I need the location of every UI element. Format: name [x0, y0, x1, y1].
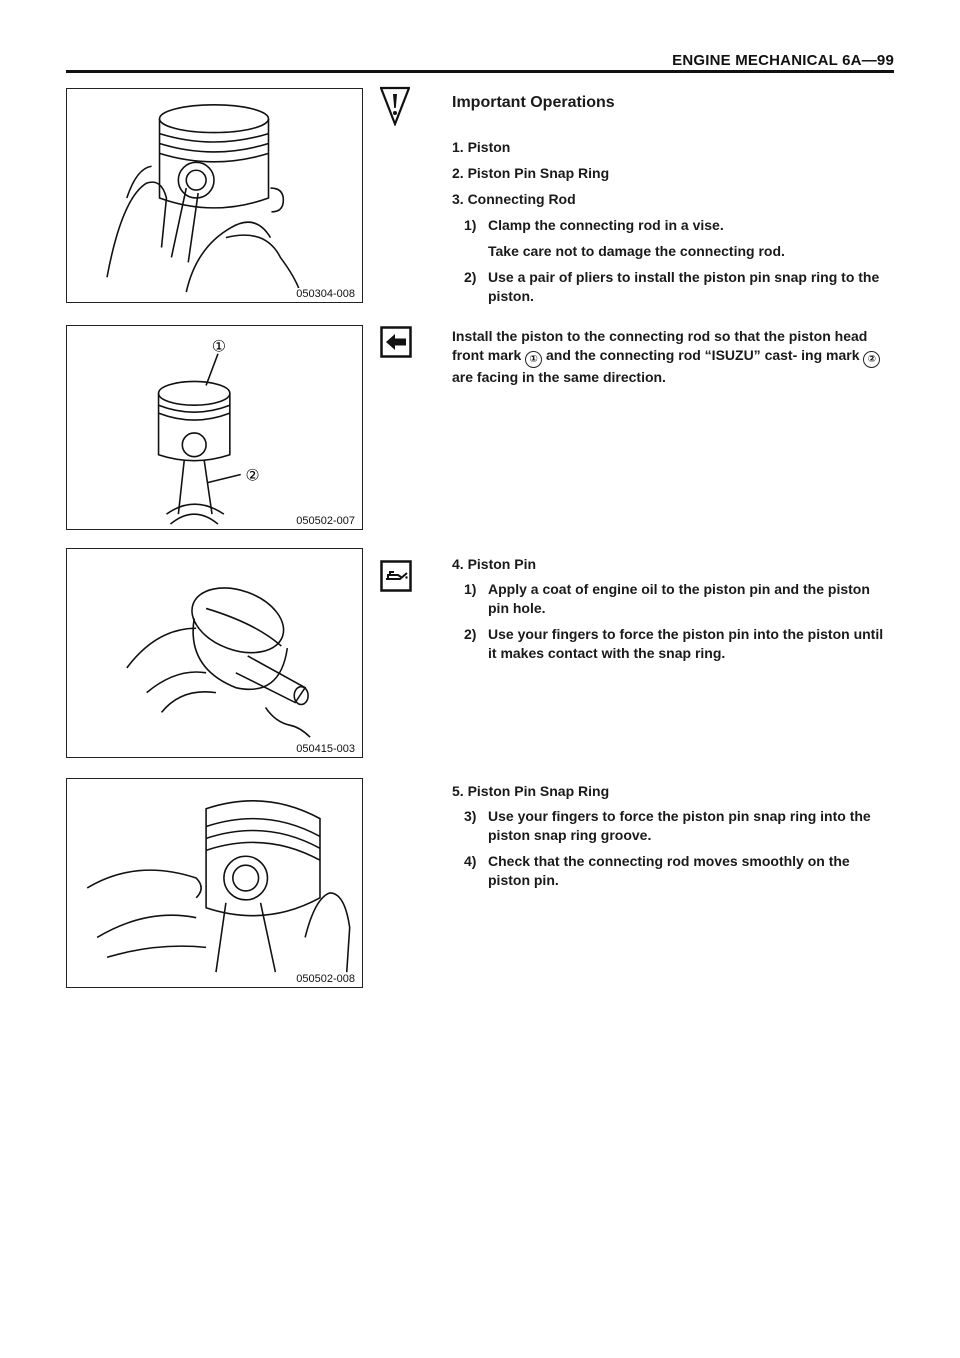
step-number	[464, 242, 488, 261]
step-item	[452, 807, 894, 845]
figure-piston-marks	[66, 325, 363, 530]
figure-code: 050502-008	[293, 973, 358, 985]
instruction-part: Install the piston to the connecting rod so that the piston head front mark	[452, 328, 868, 363]
install-arrow-icon	[380, 326, 412, 358]
section-snap-ring	[452, 782, 894, 890]
section-heading: Important Operations	[452, 94, 615, 111]
step-number: 2)	[464, 626, 477, 642]
mark-1-callout: ①	[525, 351, 542, 368]
piston-rod-marks-illustration	[67, 326, 362, 529]
figure-code: 050415-003	[293, 743, 358, 755]
step-number: 2)	[464, 269, 477, 285]
step-number: 4)	[464, 853, 477, 869]
step-text: Use your fingers to force the piston pin into the piston until it makes contact with the snap ring.	[488, 626, 884, 661]
piston-pin-insert-illustration	[67, 549, 362, 757]
oil-can-icon	[380, 560, 412, 592]
figure-code: 050304-008	[293, 288, 358, 300]
step-item	[452, 625, 894, 663]
step-text: Take care not to damage the connecting rod.	[488, 243, 785, 259]
step-number: 1)	[464, 581, 477, 597]
header-rule	[66, 70, 894, 73]
mark-2-callout: ②	[863, 351, 880, 368]
section-piston-pin	[452, 555, 894, 663]
step-item	[452, 852, 894, 890]
step-number: 1)	[464, 217, 477, 233]
section-heading: 5. Piston Pin Snap Ring	[452, 783, 610, 799]
step-item	[452, 580, 894, 618]
figure-snap-ring-fingers	[66, 778, 363, 988]
figure-snap-ring-pliers	[66, 88, 363, 303]
step-text: Apply a coat of engine oil to the piston pin and the piston pin hole.	[488, 581, 870, 616]
step-item	[452, 242, 894, 261]
important-triangle-icon	[380, 86, 410, 126]
instruction-part: are facing in the same direction.	[452, 369, 666, 385]
figure-code: 050502-007	[293, 515, 358, 527]
page-header: ENGINE MECHANICAL 6A—99	[672, 52, 894, 69]
figure-piston-pin-insert	[66, 548, 363, 758]
step-item	[452, 268, 894, 306]
callout-mark-2: ②	[245, 465, 260, 485]
list-item: 3. Connecting Rod	[452, 191, 576, 207]
section-install-piston	[452, 327, 894, 393]
list-item: 2. Piston Pin Snap Ring	[452, 165, 610, 181]
instruction-part: and the connecting rod “ISUZU” cast- ing mark	[546, 347, 860, 363]
snap-ring-fingers-illustration	[67, 779, 362, 987]
step-number: 3)	[464, 808, 477, 824]
install-instruction	[452, 327, 894, 387]
step-item	[452, 216, 894, 235]
snap-ring-pliers-illustration	[67, 89, 362, 302]
section-important-operations	[452, 93, 894, 306]
step-text: Use a pair of pliers to install the piston pin snap ring to the piston.	[488, 269, 880, 304]
callout-mark-1: ①	[211, 336, 227, 356]
step-text: Clamp the connecting rod in a vise.	[488, 217, 724, 233]
step-text: Use your fingers to force the piston pin snap ring into the piston snap ring groove.	[488, 808, 871, 843]
step-text: Check that the connecting rod moves smoothly on the piston pin.	[488, 853, 850, 888]
section-heading: 4. Piston Pin	[452, 556, 537, 572]
list-item: 1. Piston	[452, 139, 511, 155]
